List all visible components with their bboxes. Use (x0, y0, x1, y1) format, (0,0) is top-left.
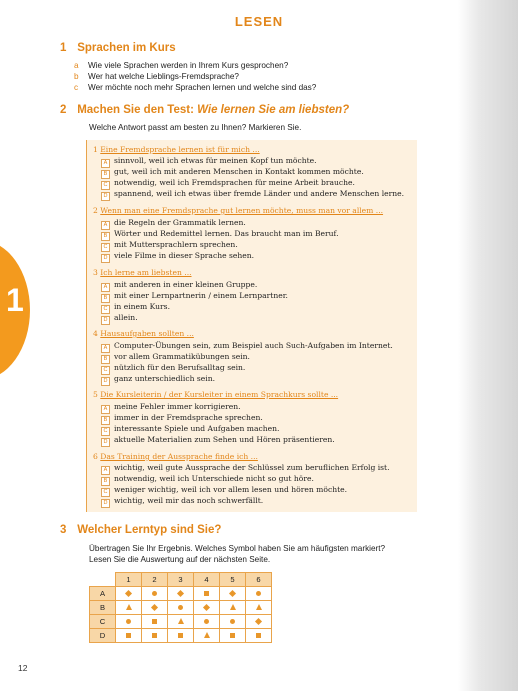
quiz-group-heading: 2 Wenn man eine Fremdsprache gut lernen möchte, muss man vor allem ... (93, 206, 384, 215)
quiz-option[interactable]: A meine Fehler immer korrigieren. (101, 402, 241, 414)
square-icon (178, 633, 183, 638)
triangle-icon (204, 632, 210, 638)
diamond-icon (151, 604, 158, 611)
answer-checkbox[interactable]: A (101, 221, 110, 230)
result-table (89, 572, 272, 643)
column-header: 3 (168, 573, 194, 587)
table-cell (220, 615, 246, 629)
quiz-option[interactable]: C mit Muttersprachlern sprechen. (101, 240, 238, 252)
page-number: 12 (18, 663, 28, 673)
question-text: Wer möchte noch mehr Sprachen lernen und welche sind das? (88, 83, 317, 92)
question-c (74, 83, 316, 92)
column-header: 6 (246, 573, 272, 587)
quiz-group-heading: 3 Ich lerne am liebsten ... (93, 268, 192, 277)
section-title: Welcher Lerntyp sind Sie? (77, 524, 222, 536)
column-header: 2 (142, 573, 168, 587)
quiz-option[interactable]: D aktuelle Materialien zum Sehen und Hören präsentieren. (101, 435, 335, 447)
triangle-icon (126, 604, 132, 610)
answer-checkbox[interactable]: A (101, 283, 110, 292)
column-header: 5 (220, 573, 246, 587)
row-header: C (90, 615, 116, 629)
table-corner-cell (90, 573, 116, 587)
section-number: 3 (60, 524, 67, 536)
table-cell (142, 629, 168, 643)
table-cell (220, 587, 246, 601)
circle-icon (126, 619, 131, 624)
question-text: Wer hat welche Lieblings-Fremdsprache? (88, 72, 239, 81)
triangle-icon (230, 604, 236, 610)
table-cell (116, 629, 142, 643)
answer-checkbox[interactable]: C (101, 181, 110, 190)
table-cell (194, 587, 220, 601)
square-icon (204, 591, 209, 596)
table-cell (220, 601, 246, 615)
row-header: B (90, 601, 116, 615)
answer-checkbox[interactable]: B (101, 416, 110, 425)
section-3-heading (60, 524, 221, 536)
quiz-option[interactable]: B mit einer Lernpartnerin / einem Lernpartner. (101, 291, 288, 303)
answer-checkbox[interactable]: C (101, 305, 110, 314)
square-icon (256, 633, 261, 638)
answer-checkbox[interactable]: B (101, 170, 110, 179)
table-cell (168, 615, 194, 629)
column-header: 4 (194, 573, 220, 587)
chapter-number: 1 (6, 282, 24, 318)
table-cell (246, 587, 272, 601)
diamond-icon (229, 590, 236, 597)
table-row (90, 601, 272, 615)
answer-checkbox[interactable]: B (101, 477, 110, 486)
quiz-group-heading: 6 Das Training der Aussprache finde ich ... (93, 452, 258, 461)
quiz-option[interactable]: D spannend, weil ich etwas über fremde Länder und andere Menschen lerne. (101, 189, 404, 201)
circle-icon (178, 605, 183, 610)
row-header: D (90, 629, 116, 643)
answer-checkbox[interactable]: A (101, 159, 110, 168)
quiz-option[interactable]: A Computer-Übungen sein, zum Beispiel auch Such-Aufgaben im Internet. (101, 341, 393, 353)
table-cell (168, 601, 194, 615)
quiz-group-heading: 4 Hausaufgaben sollten ... (93, 329, 194, 338)
table-cell (194, 629, 220, 643)
table-row (90, 587, 272, 601)
table-cell (246, 629, 272, 643)
answer-checkbox[interactable]: C (101, 488, 110, 497)
section-number: 2 (60, 104, 67, 116)
table-cell (194, 601, 220, 615)
table-row (90, 629, 272, 643)
quiz-option[interactable]: C notwendig, weil ich Fremdsprachen für meine Arbeit brauche. (101, 178, 355, 190)
table-cell (116, 587, 142, 601)
table-cell (168, 587, 194, 601)
diamond-icon (125, 590, 132, 597)
quiz-option[interactable]: D wichtig, weil mir das noch schwerfällt. (101, 496, 263, 508)
table-cell (168, 629, 194, 643)
section-title-italic: Wie lernen Sie am liebsten? (197, 104, 350, 116)
table-cell (246, 601, 272, 615)
section-3-instruction-line1: Übertragen Sie Ihr Ergebnis. Welches Symbol haben Sie am häufigsten markiert? (89, 544, 386, 553)
question-text: Wie viele Sprachen werden in Ihrem Kurs gesprochen? (88, 61, 289, 70)
table-cell (246, 615, 272, 629)
section-title: Sprachen im Kurs (77, 42, 176, 54)
answer-checkbox[interactable]: D (101, 438, 110, 447)
answer-checkbox[interactable]: B (101, 232, 110, 241)
question-letter: b (74, 72, 79, 81)
quiz-option[interactable]: D allein. (101, 313, 138, 325)
page-edge-shadow (458, 0, 518, 691)
quiz-option[interactable]: D ganz unterschiedlich sein. (101, 374, 215, 386)
quiz-option[interactable]: A mit anderen in einer kleinen Gruppe. (101, 280, 257, 292)
circle-icon (204, 619, 209, 624)
answer-checkbox[interactable]: C (101, 427, 110, 436)
triangle-icon (178, 618, 184, 624)
section-3-instruction-line2: Lesen Sie die Auswertung auf der nächsten Seite. (89, 555, 271, 564)
circle-icon (152, 591, 157, 596)
quiz-option[interactable]: D viele Filme in dieser Sprache sehen. (101, 251, 254, 263)
answer-checkbox[interactable]: D (101, 377, 110, 386)
square-icon (126, 633, 131, 638)
table-cell (116, 601, 142, 615)
square-icon (152, 619, 157, 624)
question-letter: a (74, 61, 79, 70)
answer-checkbox[interactable]: C (101, 243, 110, 252)
section-1-heading (60, 42, 176, 54)
quiz-option[interactable]: B immer in der Fremdsprache sprechen. (101, 413, 263, 425)
answer-checkbox[interactable]: A (101, 344, 110, 353)
question-b (74, 72, 239, 81)
answer-checkbox[interactable]: D (101, 254, 110, 263)
table-cell (142, 615, 168, 629)
table-cell (116, 615, 142, 629)
quiz-option[interactable]: A wichtig, weil gute Aussprache der Schlüssel zum beruflichen Erfolg ist. (101, 463, 390, 475)
answer-checkbox[interactable]: D (101, 316, 110, 325)
table-row (90, 615, 272, 629)
page-title: LESEN (234, 14, 284, 29)
section-2-instruction: Welche Antwort passt am besten zu Ihnen? Markieren Sie. (89, 123, 302, 132)
square-icon (230, 633, 235, 638)
answer-checkbox[interactable]: A (101, 405, 110, 414)
quiz-option[interactable]: A die Regeln der Grammatik lernen. (101, 218, 246, 230)
quiz-option[interactable]: C weniger wichtig, weil ich vor allem lesen und hören möchte. (101, 485, 347, 497)
answer-checkbox[interactable]: A (101, 466, 110, 475)
quiz-group-heading: 1 Eine Fremdsprache lernen ist für mich ... (93, 145, 260, 154)
triangle-icon (256, 604, 262, 610)
circle-icon (256, 591, 261, 596)
table-cell (220, 629, 246, 643)
quiz-option[interactable]: C in einem Kurs. (101, 302, 170, 314)
question-letter: c (74, 83, 79, 92)
table-cell (142, 601, 168, 615)
row-header: A (90, 587, 116, 601)
section-number: 1 (60, 42, 67, 54)
quiz-option[interactable]: C interessante Spiele und Aufgaben machen. (101, 424, 279, 436)
quiz-option[interactable]: A sinnvoll, weil ich etwas für meinen Kopf tun möchte. (101, 156, 317, 168)
diamond-icon (255, 618, 262, 625)
quiz-group-heading: 5 Die Kursleiterin / der Kursleiter in einem Sprachkurs sollte ... (93, 390, 339, 399)
quiz-option[interactable]: B gut, weil ich mit anderen Menschen in Kontakt kommen möchte. (101, 167, 364, 179)
circle-icon (230, 619, 235, 624)
quiz-option[interactable]: B Wörter und Redemittel lernen. Das braucht man im Beruf. (101, 229, 339, 241)
table-cell (194, 615, 220, 629)
answer-checkbox[interactable]: D (101, 192, 110, 201)
table-cell (142, 587, 168, 601)
diamond-icon (203, 604, 210, 611)
square-icon (152, 633, 157, 638)
diamond-icon (177, 590, 184, 597)
section-2-heading (60, 104, 349, 116)
table-header-row (90, 573, 272, 587)
column-header: 1 (116, 573, 142, 587)
quiz-option[interactable]: C nützlich für den Berufsalltag sein. (101, 363, 245, 375)
answer-checkbox[interactable]: D (101, 499, 110, 508)
quiz-option[interactable]: B vor allem Grammatikübungen sein. (101, 352, 250, 364)
question-a (74, 61, 288, 70)
answer-checkbox[interactable]: B (101, 355, 110, 364)
answer-checkbox[interactable]: B (101, 294, 110, 303)
quiz-option[interactable]: B notwendig, weil ich Unterschiede nicht so gut höre. (101, 474, 314, 486)
answer-checkbox[interactable]: C (101, 366, 110, 375)
section-title: Machen Sie den Test: (77, 104, 198, 116)
